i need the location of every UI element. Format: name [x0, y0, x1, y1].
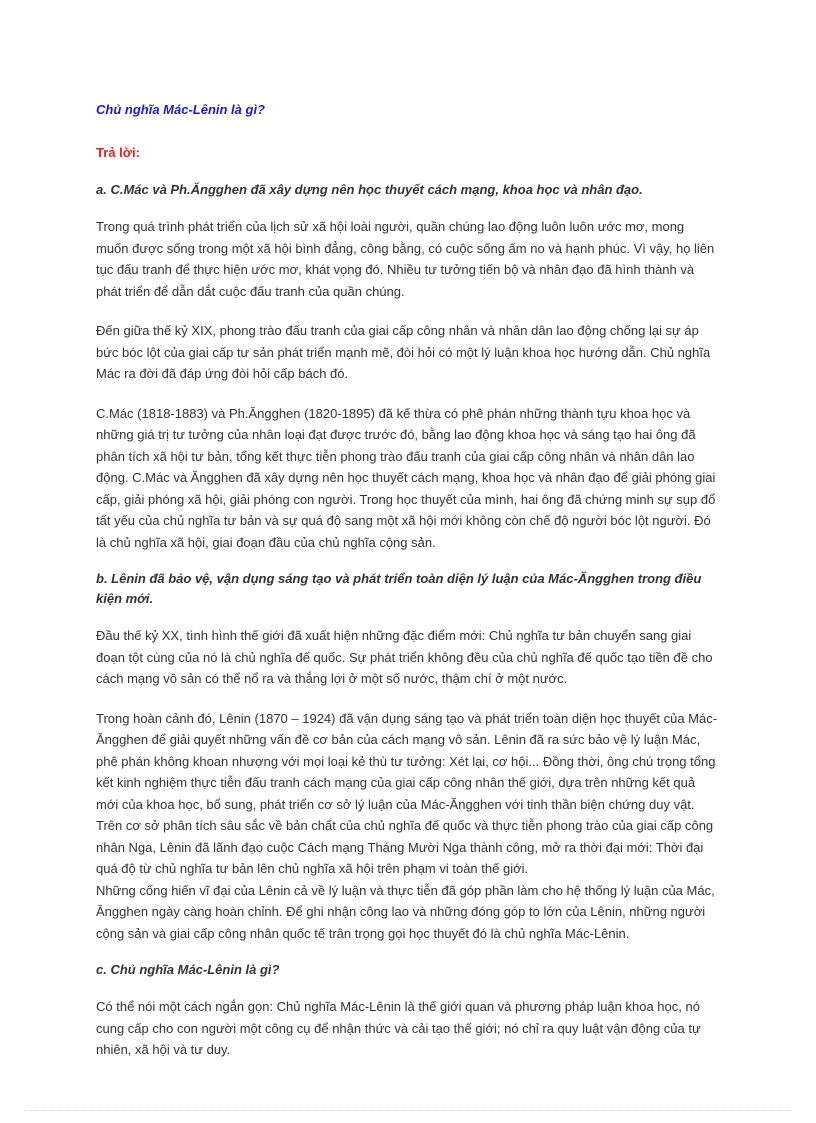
- answer-label: Trả lời:: [96, 145, 140, 160]
- section-c: [96, 960, 718, 1061]
- section-c-heading: c. Chủ nghĩa Mác-Lênin là gì?: [96, 962, 280, 977]
- section-b-heading: b. Lênin đã bảo vệ, vận dụng sáng tạo và phát triển toàn diện lý luận của Mác-Ăngghen trong điều kiện mới.: [96, 571, 702, 606]
- section-a-heading: a. C.Mác và Ph.Ăngghen đã xây dựng nên học thuyết cách mạng, khoa học và nhân đạo.: [96, 182, 643, 197]
- section-a-paragraph-1: Trong quá trình phát triển của lịch sử xã hội loài người, quần chúng lao động luôn luôn ước mơ, mong muốn được sống trong một xã hội bình đẳng, công bằng, có cuộc sống ấm no và hạnh phúc. Vì vậy, họ liên tục đấu tranh để thực hiện ước mơ, khát vọng đó. Nhiều tư tưởng tiến bộ và nhân đạo đã hình thành và phát triển để dẫn dắt cuộc đấu tranh của quần chúng.: [96, 219, 715, 299]
- document-title: Chủ nghĩa Mác-Lênin là gì?: [96, 102, 265, 117]
- section-a-paragraph-3: C.Mác (1818-1883) và Ph.Ăngghen (1820-1895) đã kế thừa có phê phán những thành tựu khoa học và những giá trị tư tưởng của nhân loại đạt được trước đó, bằng lao động khoa học và sáng tạo hai ông đã phân tích xã hội tư bản, tổng kết thực tiễn phong trào đấu tranh của giai cấp công nhân và nhân dân lao động. C.Mác và Ăngghen đã xây dựng nên học thuyết cách mạng, khoa học và nhân đạo để giải phóng giai cấp, giải phóng xã hội, giải phóng con người. Trong học thuyết của mình, hai ông đã chứng minh sự sụp đổ tất yếu của chủ nghĩa tư bản và sự quá độ sang một xã hội mới không còn chế độ người bóc lột người. Đó là chủ nghĩa xã hội, giai đoạn đầu của chủ nghĩa cộng sản.: [96, 405, 716, 550]
- section-b-paragraph-3: Trên cơ sở phân tích sâu sắc về bản chất của chủ nghĩa đế quốc và thực tiễn phong trào của giai cấp công nhân Nga, Lênin đã lãnh đạo cuộc Cách mạng Tháng Mười Nga thành công, mở ra thời đại mới: Thời đại quá độ từ chủ nghĩa tư bản lên chủ nghĩa xã hội trên phạm vi toàn thế giới.: [96, 818, 714, 876]
- section-b: [96, 569, 718, 944]
- document-page: [96, 100, 718, 1061]
- section-a: [96, 180, 718, 553]
- section-c-paragraph-1: Có thể nói một cách ngắn gọn: Chủ nghĩa Mác-Lênin là thế giới quan và phương pháp luận khoa học, nó cung cấp cho con người một công cụ để nhận thức và cải tạo thế giới; nó chỉ ra quy luật vận động của tự nhiên, xã hội và tư duy.: [96, 999, 701, 1057]
- page-bottom-divider: [24, 1110, 792, 1111]
- section-a-paragraph-2: Đến giữa thế kỷ XIX, phong trào đấu tranh của giai cấp công nhân và nhân dân lao động chống lại sự áp bức bóc lột của giai cấp tư sản phát triển mạnh mẽ, đòi hỏi có một lý luận khoa học hướng dẫn. Chủ nghĩa Mác ra đời đã đáp ứng đòi hỏi cấp bách đó.: [96, 323, 711, 381]
- section-b-paragraph-1: Đầu thế kỷ XX, tình hình thế giới đã xuất hiện những đặc điểm mới: Chủ nghĩa tư bản chuyển sang giai đoạn tột cùng của nó là chủ nghĩa đế quốc. Sự phát triển không đều của chủ nghĩa đế quốc tạo tiền đề cho cách mạng vô sản có thể nổ ra và thắng lợi ở một số nước, thậm chí ở một nước.: [96, 628, 713, 686]
- section-b-paragraph-2: Trong hoàn cảnh đó, Lênin (1870 – 1924) đã vận dụng sáng tạo và phát triển toàn diện học thuyết của Mác-Ăngghen để giải quyết những vấn đề cơ bản của cách mạng vô sản. Lênin đã ra sức bảo vệ lý luận Mác, phê phán không khoan nhượng với mọi loại kẻ thù tư tưởng: Xét lại, cơ hội... Đồng thời, ông chú trọng tổng kết kinh nghiệm thực tiễn đấu tranh cách mạng của giai cấp công nhân thế giới, dựa trên những kết quả mới của khoa học, bổ sung, phát triển cơ sở lý luận của Mác-Ăngghen với tinh thần biện chứng duy vật.: [96, 710, 718, 812]
- section-b-paragraph-4: Những cống hiến vĩ đại của Lênin cả về lý luận và thực tiễn đã góp phần làm cho hệ thống lý luận của Mác, Ăngghen ngày càng hoàn chỉnh. Để ghi nhận công lao và những đóng góp to lớn của Lênin, những người cộng sản và giai cấp công nhân quốc tế trân trọng gọi học thuyết đó là chủ nghĩa Mác-Lênin.: [96, 882, 715, 941]
